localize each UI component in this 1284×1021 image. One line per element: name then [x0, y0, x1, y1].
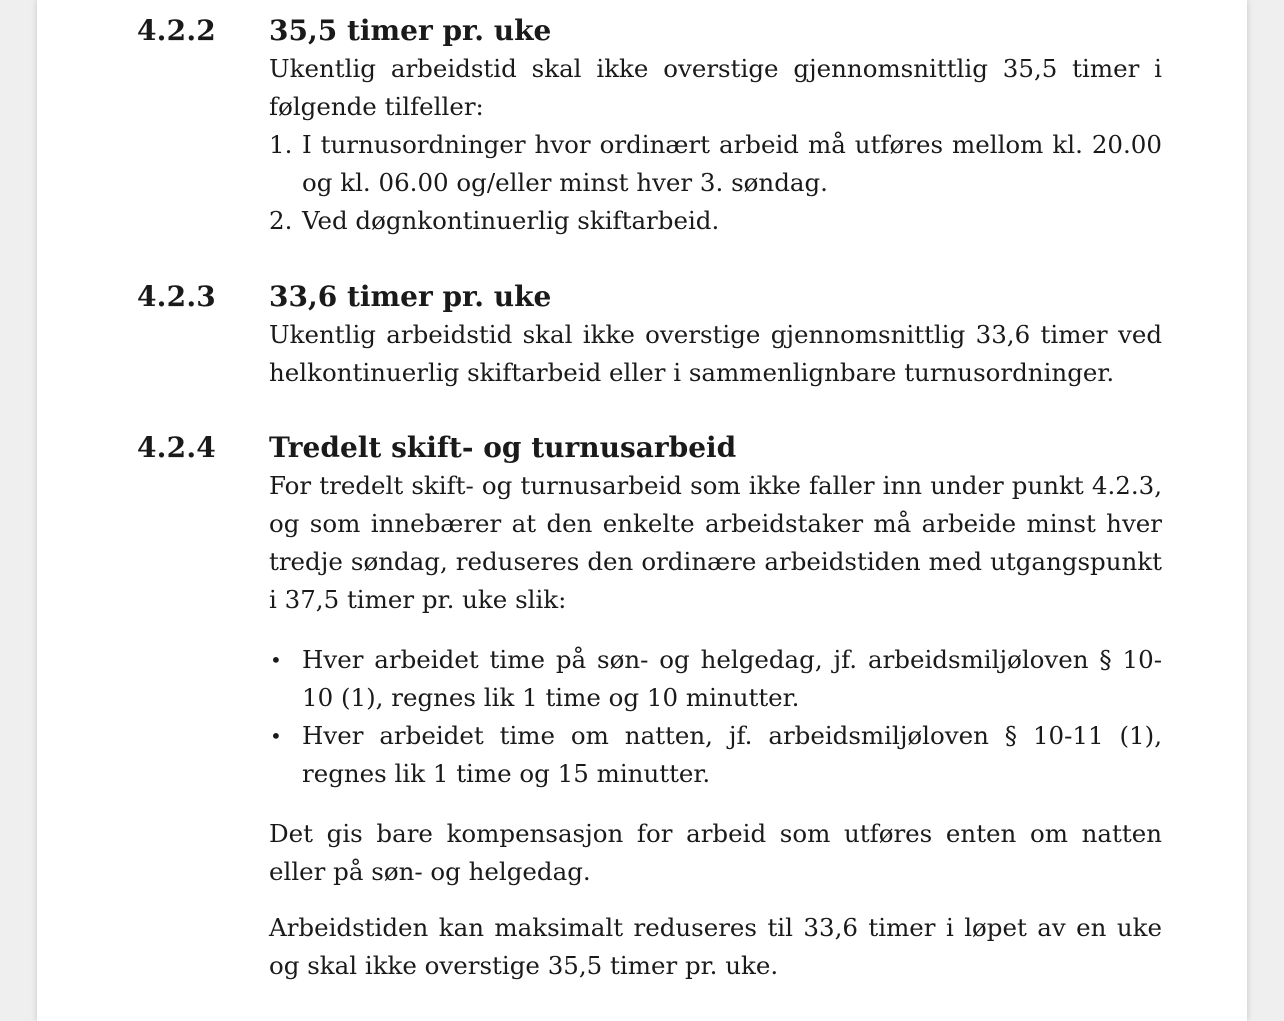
list-item — [269, 641, 1162, 717]
list-item — [269, 202, 1162, 240]
section-intro: For tredelt skift- og turnusarbeid som ikke faller inn under punkt 4.2.3, og som innebærer at den enkelte arbeidstaker må arbeide minst hver tredje søndag, reduseres den ordinære arbeidstiden med utgangspunkt i 37,5 timer pr. uke slik: — [269, 471, 1162, 614]
list-item — [269, 126, 1162, 202]
section-number: 4.2.3 — [137, 280, 216, 313]
list-item-text: Hver arbeidet time på søn- og helgedag, jf. arbeidsmiljøloven § 10-10 (1), regnes lik 1 time og 10 minutter. — [302, 645, 1162, 712]
bullet-marker: • — [270, 648, 282, 672]
section-number: 4.2.4 — [137, 431, 216, 464]
bullet-marker: • — [270, 724, 282, 748]
section-number: 4.2.2 — [137, 14, 216, 47]
list-marker: 1. — [269, 130, 293, 159]
list-item-text: Ved døgnkontinuerlig skiftarbeid. — [302, 206, 720, 235]
section-content — [269, 278, 1162, 392]
paragraph: Arbeidstiden kan maksimalt reduseres til 33,6 timer i løpet av en uke og skal ikke overstige 35,5 timer pr. uke. — [269, 913, 1162, 980]
document-page — [37, 0, 1247, 1021]
section-heading: 35,5 timer pr. uke — [269, 14, 552, 47]
section-content — [269, 12, 1162, 240]
section-heading: Tredelt skift- og turnusarbeid — [269, 431, 737, 464]
list-item — [269, 717, 1162, 793]
list-item-text: Hver arbeidet time om natten, jf. arbeidsmiljøloven § 10-11 (1), regnes lik 1 time og 15 minutter. — [302, 721, 1162, 788]
bullet-list — [269, 641, 1162, 793]
paragraph: Det gis bare kompensasjon for arbeid som utføres enten om natten eller på søn- og helgedag. — [269, 819, 1162, 886]
section-intro: Ukentlig arbeidstid skal ikke overstige gjennomsnittlig 33,6 timer ved helkontinuerlig skiftarbeid eller i sammenlignbare turnusordninger. — [269, 320, 1162, 387]
list-marker: 2. — [269, 206, 293, 235]
section-heading: 33,6 timer pr. uke — [269, 280, 552, 313]
numbered-list — [269, 126, 1162, 240]
list-item-text: I turnusordninger hvor ordinært arbeid må utføres mellom kl. 20.00 og kl. 06.00 og/eller minst hver 3. søndag. — [302, 130, 1162, 197]
section-content — [269, 429, 1162, 985]
section-intro: Ukentlig arbeidstid skal ikke overstige gjennomsnittlig 35,5 timer i følgende tilfeller: — [269, 54, 1162, 121]
